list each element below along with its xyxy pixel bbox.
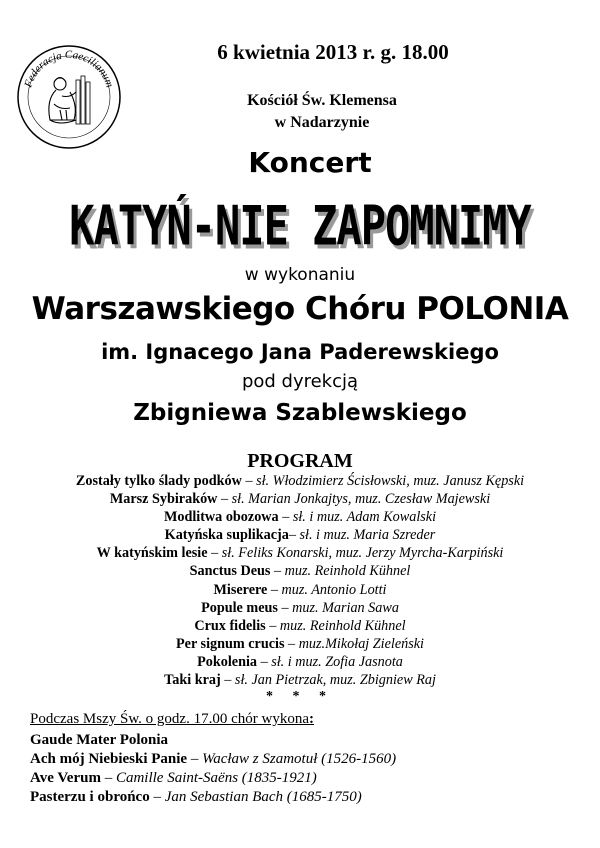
program-item: Taki kraj – sł. Jan Pietrzak, muz. Zbigniew Raj <box>164 672 436 689</box>
mass-heading: Podczas Mszy Św. o godz. 17.00 chór wykona: <box>30 711 314 727</box>
mass-item: Gaude Mater Polonia <box>30 732 169 748</box>
program-item: Popule meus – muz. Marian Sawa <box>201 599 399 616</box>
event-date: 6 kwietnia 2013 r. g. 18.00 <box>217 40 449 64</box>
program-item: Marsz Sybiraków – sł. Marian Jonkajtys, muz. Czesław Majewski <box>109 491 491 508</box>
program-item: Miserere – muz. Antonio Lotti <box>213 581 387 598</box>
mass-item: Pasterzu i obrońco – Jan Sebastian Bach (1685-1750) <box>30 789 362 805</box>
program-item: Pokolenia – sł. i muz. Zofia Jasnota <box>197 653 403 670</box>
program-item: W katyńskim lesie – sł. Feliks Konarski, muz. Jerzy Myrcha-Karpiński <box>96 545 504 562</box>
mass-list <box>30 731 396 807</box>
section-separator: * * * <box>266 689 334 704</box>
direction-label: pod dyrekcją <box>241 371 359 392</box>
program-item: Zostały tylko ślady podków – sł. Włodzimierz Ścisłowski, muz. Janusz Kępski <box>75 473 525 489</box>
concert-label: Koncert <box>248 146 372 179</box>
church-location: w Nadarzynie <box>274 114 370 131</box>
choir-name: Warszawskiego Chóru POLONIA <box>31 291 569 327</box>
performed-by-label: w wykonaniu <box>244 265 356 285</box>
program-item: Katyńska suplikacja– sł. i muz. Maria Szreder <box>164 527 436 544</box>
choir-patron: im. Ignacego Jana Paderewskiego <box>101 340 499 364</box>
concert-title: KATYŃ-NIE ZAPOMNIMY <box>69 194 531 258</box>
conductor-name: Zbigniewa Szablewskiego <box>133 400 467 426</box>
mass-item: Ave Verum – Camille Saint-Saëns (1835-1921) <box>30 770 317 786</box>
program-item: Sanctus Deus – muz. Reinhold Kühnel <box>189 563 411 580</box>
program-list <box>0 472 600 689</box>
logo-text: Federacja Caecilianum <box>22 48 116 89</box>
church-name: Kościół Św. Klemensa <box>247 92 397 109</box>
mass-item: Ach mój Niebieski Panie – Wacław z Szamotuł (1526-1560) <box>30 751 397 767</box>
program-item: Crux fidelis – muz. Reinhold Kühnel <box>194 617 406 634</box>
program-item: Per signum crucis – muz.Mikołaj Zieleński <box>176 635 424 652</box>
program-item: Modlitwa obozowa – sł. i muz. Adam Kowalski <box>163 509 437 526</box>
program-heading: PROGRAM <box>247 450 353 472</box>
